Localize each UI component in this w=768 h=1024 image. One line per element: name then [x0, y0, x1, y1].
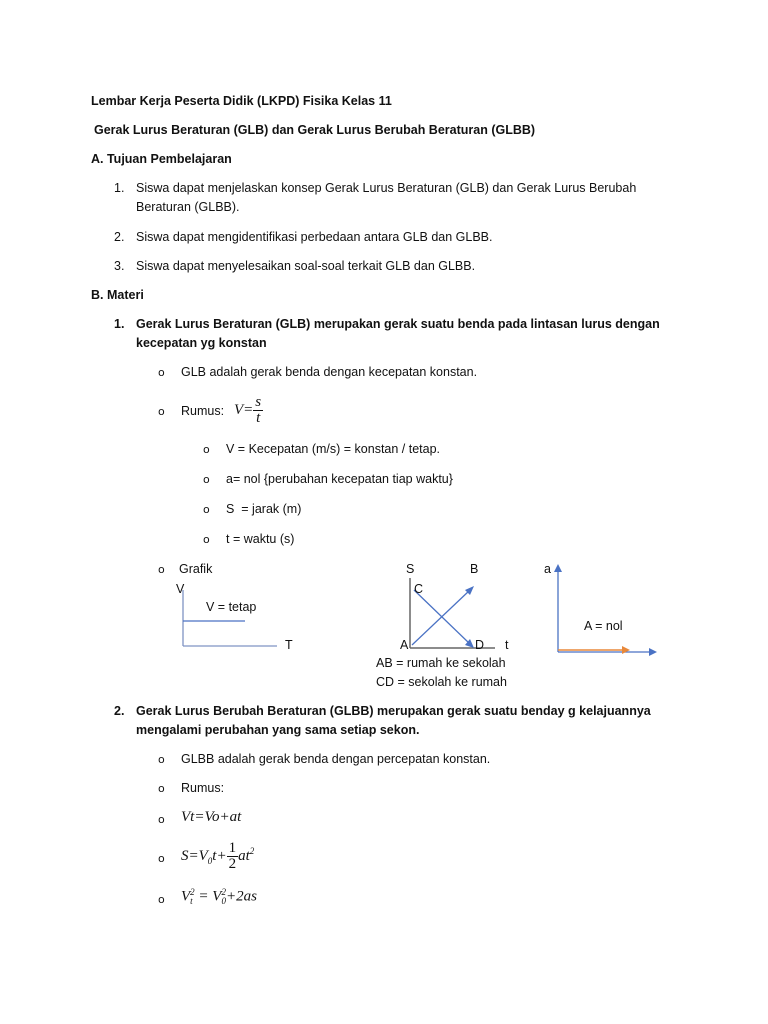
bullet-icon: o: [158, 813, 165, 826]
graph3-y-arrowhead: [554, 564, 562, 572]
graph2-x-label: t: [505, 638, 509, 652]
objective-3-text: Siswa dapat menyelesaikan soal-soal terkait GLB dan GLBB.: [136, 259, 476, 273]
document-subtitle: Gerak Lurus Beraturan (GLB) dan Gerak Lurus Berubah Beraturan (GLBB): [94, 123, 536, 137]
bullet-icon: o: [158, 852, 165, 865]
bullet-icon: o: [203, 503, 210, 516]
objective-1-line1: Siswa dapat menjelaskan konsep Gerak Lurus Beraturan (GLB) dan Gerak Lurus Berubah: [136, 181, 637, 195]
bullet-icon: o: [158, 563, 165, 576]
objective-2-number: 2.: [114, 230, 125, 244]
graph3-acceleration-arrowhead: [622, 646, 630, 654]
graph3-line-label: A = nol: [584, 619, 623, 633]
glbb-rumus-label: Rumus:: [181, 781, 225, 795]
bullet-icon: o: [158, 893, 165, 906]
graph2-point-a: A: [400, 638, 409, 652]
objective-2-text: Siswa dapat mengidentifikasi perbedaan antara GLB dan GLBB.: [136, 230, 493, 244]
bullet-icon: o: [203, 473, 210, 486]
graph2-point-c: C: [414, 582, 424, 596]
grafik-label: Grafik: [179, 562, 213, 576]
graph2-y-label: S: [406, 562, 415, 576]
graph3-y-label: a: [544, 562, 551, 576]
glbb-heading-line1: Gerak Lurus Berubah Beraturan (GLBB) merupakan gerak suatu benday g kelajuannya: [136, 704, 651, 718]
glb-number: 1.: [114, 317, 125, 331]
objective-3-number: 3.: [114, 259, 125, 273]
graph2-point-d: D: [475, 638, 485, 652]
glbb-formula-distance: $S=V_0t+$ $\frac{1}{2}$ $at^2$: [181, 840, 255, 872]
glbb-definition: GLBB adalah gerak benda dengan percepatan konstan.: [181, 752, 491, 766]
graph1-line-label: V = tetap: [206, 600, 257, 614]
bullet-icon: o: [158, 753, 165, 766]
section-a-heading: A. Tujuan Pembelajaran: [91, 152, 232, 166]
objective-1-number: 1.: [114, 181, 125, 195]
bullet-icon: o: [203, 443, 210, 456]
graph2-ab-line: [412, 590, 470, 645]
document-title: Lembar Kerja Peserta Didik (LKPD) Fisika Kelas 11: [91, 94, 392, 108]
graph2-caption-cd: CD = sekolah ke rumah: [376, 675, 507, 689]
glb-heading-line2: kecepatan yg konstan: [136, 336, 267, 350]
bullet-icon: o: [203, 533, 210, 546]
glbb-formula-velocity: Vt=Vo+at: [181, 809, 242, 825]
glb-heading-line1: Gerak Lurus Beraturan (GLB) merupakan gerak suatu benda pada lintasan lurus dengan: [136, 317, 660, 331]
graph1-x-label: T: [285, 638, 293, 652]
section-b-heading: B. Materi: [91, 288, 144, 302]
glb-formula: V= $\frac{s}{t}$: [234, 394, 262, 426]
objective-1-line2: Beraturan (GLBB).: [136, 200, 240, 214]
graph2-caption-ab: AB = rumah ke sekolah: [376, 656, 506, 670]
graph3-x-arrowhead: [649, 648, 657, 656]
glbb-heading-line2: mengalami perubahan yang sama setiap sekon.: [136, 723, 420, 737]
bullet-icon: o: [158, 405, 165, 418]
glb-definition: GLB adalah gerak benda dengan kecepatan konstan.: [181, 365, 478, 379]
bullet-icon: o: [158, 782, 165, 795]
glb-var-v: V = Kecepatan (m/s) = konstan / tetap.: [226, 442, 441, 456]
glb-var-s: S = jarak (m): [226, 502, 302, 516]
graph2-point-b: B: [470, 562, 479, 576]
glbb-number: 2.: [114, 704, 125, 718]
glbb-formula-velocity-squared: V 2 t = V 2 0 +2as: [181, 887, 257, 906]
glb-var-a: a= nol {perubahan kecepatan tiap waktu}: [226, 472, 453, 486]
bullet-icon: o: [158, 366, 165, 379]
glb-rumus-label: Rumus:: [181, 404, 225, 418]
graph1-y-label: V: [176, 582, 185, 596]
glb-var-t: t = waktu (s): [226, 532, 295, 546]
